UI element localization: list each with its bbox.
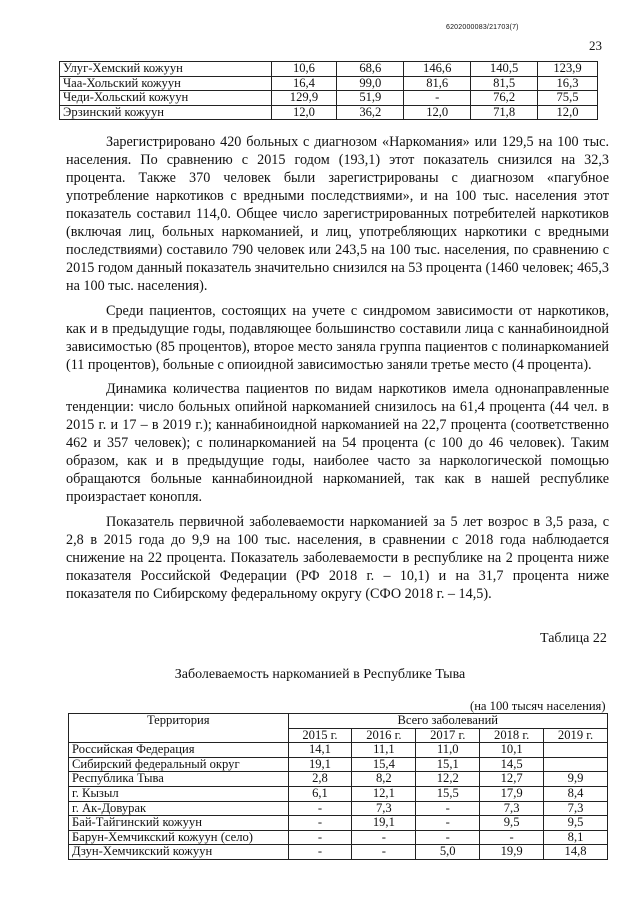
value-cell: 146,6 [404, 62, 471, 77]
value-cell: 2,8 [288, 772, 352, 787]
territory-cell: Дзун-Хемчикский кожуун [69, 845, 289, 860]
table-row [69, 772, 608, 787]
district-table-body [60, 62, 598, 120]
value-cell: 9,5 [544, 816, 608, 831]
table-row [60, 91, 598, 106]
territory-cell: Чеди-Хольский кожуун [60, 91, 272, 106]
value-cell: 75,5 [538, 91, 598, 106]
territory-cell: Эрзинский кожуун [60, 105, 272, 120]
value-cell: 123,9 [538, 62, 598, 77]
value-cell: 68,6 [337, 62, 404, 77]
value-cell: - [404, 91, 471, 106]
table-row [69, 801, 608, 816]
year-header: 2019 г. [544, 728, 608, 743]
value-cell: 19,1 [352, 816, 416, 831]
value-cell: 16,3 [538, 76, 598, 91]
incidence-table [68, 713, 608, 860]
value-cell: 12,0 [404, 105, 471, 120]
paragraph: Динамика количества пациентов по видам наркотиков имела однонаправленные тенденции: число больных опийной наркоманией снизилось на 61,4 процента (44 чел. в 2015 г. и 17 – в 2019 г.); каннабиноидной наркоманией на 22,7 процента (соответственно 462 и 357 человек); с полинаркоманией на 54 процента (с 100 до 46 человек). Таким образом, как и в предыдущие годы, наиболее часто за наркологической помощью обращаются больные каннабиноидной наркоманией, так как в нашей республике произрастает конопля. [66, 381, 609, 505]
value-cell: 36,2 [337, 105, 404, 120]
year-header: 2016 г. [352, 728, 416, 743]
value-cell: 12,7 [480, 772, 544, 787]
value-cell [544, 743, 608, 758]
table-row [60, 105, 598, 120]
value-cell: 16,4 [271, 76, 337, 91]
paragraph: Среди пациентов, состоящих на учете с синдромом зависимости от наркотиков, как и в предыдущие годы, подавляющее большинство составили лица с каннабиноидной зависимостью (85 процентов), второе место заняла группа пациентов с полинаркоманией (11 процентов), больные с опиоидной зависимостью заняли третье место (4 процента). [66, 302, 609, 373]
value-cell: 81,5 [471, 76, 538, 91]
value-cell: - [288, 845, 352, 860]
territory-cell: Чаа-Хольский кожуун [60, 76, 272, 91]
value-cell: 14,8 [544, 845, 608, 860]
table-row [69, 786, 608, 801]
table-row [69, 830, 608, 845]
value-cell: 12,1 [352, 786, 416, 801]
value-cell: 140,5 [471, 62, 538, 77]
page-number: 23 [589, 38, 602, 53]
body-text [66, 133, 609, 609]
paragraph: Зарегистрировано 420 больных с диагнозом «Наркомания» или 129,5 на 100 тыс. населения. По сравнению с 2015 годом (193,1) этот показатель снизился на 32,3 процента. Также 370 человек были зарегистрированы с диагнозом «пагубное употребление наркотиков с вредными последствиями», и на 100 тыс. населения этот показатель составил 114,0. Общее число зарегистрированных потребителей наркотиков (включая лиц, больных наркоманией, и лиц, употребляющих наркотики с вредными последствиями) составило 790 человек или 243,5 на 100 тыс. населения, по сравнению с 2015 годом данный показатель значительно снизился на 53 процента (1460 человек; 465,3 на 100 тыс. населения). [66, 134, 609, 294]
table-row [60, 62, 598, 77]
table-row [69, 816, 608, 831]
value-cell: 99,0 [337, 76, 404, 91]
value-cell: 15,5 [416, 786, 480, 801]
value-cell: 12,2 [416, 772, 480, 787]
value-cell: 11,1 [352, 743, 416, 758]
territory-cell: г. Кызыл [69, 786, 289, 801]
value-cell: 7,3 [544, 801, 608, 816]
table-row [60, 76, 598, 91]
value-cell: 10,6 [271, 62, 337, 77]
territory-cell: Улуг-Хемский кожуун [60, 62, 272, 77]
territory-cell: Сибирский федеральный округ [69, 757, 289, 772]
value-cell: 71,8 [471, 105, 538, 120]
value-cell: 8,2 [352, 772, 416, 787]
value-cell: 6,1 [288, 786, 352, 801]
value-cell: 76,2 [471, 91, 538, 106]
territory-cell: Республика Тыва [69, 772, 289, 787]
value-cell: 11,0 [416, 743, 480, 758]
value-cell: 19,1 [288, 757, 352, 772]
value-cell: 10,1 [480, 743, 544, 758]
table-title: Заболеваемость наркоманией в Республике Тыва [174, 667, 466, 682]
value-cell: 15,1 [416, 757, 480, 772]
total-cases-header: Всего заболеваний [288, 714, 607, 729]
value-cell: 51,9 [337, 91, 404, 106]
value-cell: - [288, 801, 352, 816]
territory-header: Территория [69, 714, 289, 743]
value-cell: 14,1 [288, 743, 352, 758]
value-cell: - [480, 830, 544, 845]
value-cell: 17,9 [480, 786, 544, 801]
value-cell: 9,9 [544, 772, 608, 787]
table-row [69, 845, 608, 860]
value-cell: - [416, 801, 480, 816]
territory-cell: г. Ак-Довурак [69, 801, 289, 816]
value-cell: 5,0 [416, 845, 480, 860]
value-cell: 7,3 [352, 801, 416, 816]
value-cell: 8,1 [544, 830, 608, 845]
territory-cell: Бай-Тайгинский кожуун [69, 816, 289, 831]
territory-cell: Барун-Хемчикский кожуун (село) [69, 830, 289, 845]
value-cell: - [352, 830, 416, 845]
value-cell: - [416, 830, 480, 845]
document-id: 6202000083/21703(7) [446, 24, 519, 31]
value-cell: - [416, 816, 480, 831]
year-header: 2017 г. [416, 728, 480, 743]
paragraph: Показатель первичной заболеваемости наркоманией за 5 лет возрос в 3,5 раза, с 2,8 в 2015 года до 9,9 на 100 тыс. населения, в сравнении с 2018 года наблюдается снижение на 22 процента. Показатель заболеваемости в республике на 2 процента ниже показателя Российской Федерации (РФ 2018 г. – 10,1) и на 31,7 процента ниже показателя по Сибирскому федеральному округу (СФО 2018 г. – 14,5). [66, 513, 609, 602]
district-table-continuation [59, 61, 598, 120]
value-cell: 19,9 [480, 845, 544, 860]
value-cell: 129,9 [271, 91, 337, 106]
value-cell: 14,5 [480, 757, 544, 772]
table-label: Таблица 22 [540, 631, 607, 646]
value-cell: - [288, 830, 352, 845]
value-cell: - [352, 845, 416, 860]
value-cell [544, 757, 608, 772]
value-cell: - [288, 816, 352, 831]
value-cell: 12,0 [538, 105, 598, 120]
value-cell: 12,0 [271, 105, 337, 120]
table-unit: (на 100 тысяч населения) [470, 699, 606, 713]
table-row [69, 757, 608, 772]
year-header: 2015 г. [288, 728, 352, 743]
year-header: 2018 г. [480, 728, 544, 743]
value-cell: 7,3 [480, 801, 544, 816]
table-row [69, 743, 608, 758]
value-cell: 81,6 [404, 76, 471, 91]
territory-cell: Российская Федерация [69, 743, 289, 758]
value-cell: 9,5 [480, 816, 544, 831]
incidence-table-body [69, 743, 608, 860]
value-cell: 8,4 [544, 786, 608, 801]
value-cell: 15,4 [352, 757, 416, 772]
